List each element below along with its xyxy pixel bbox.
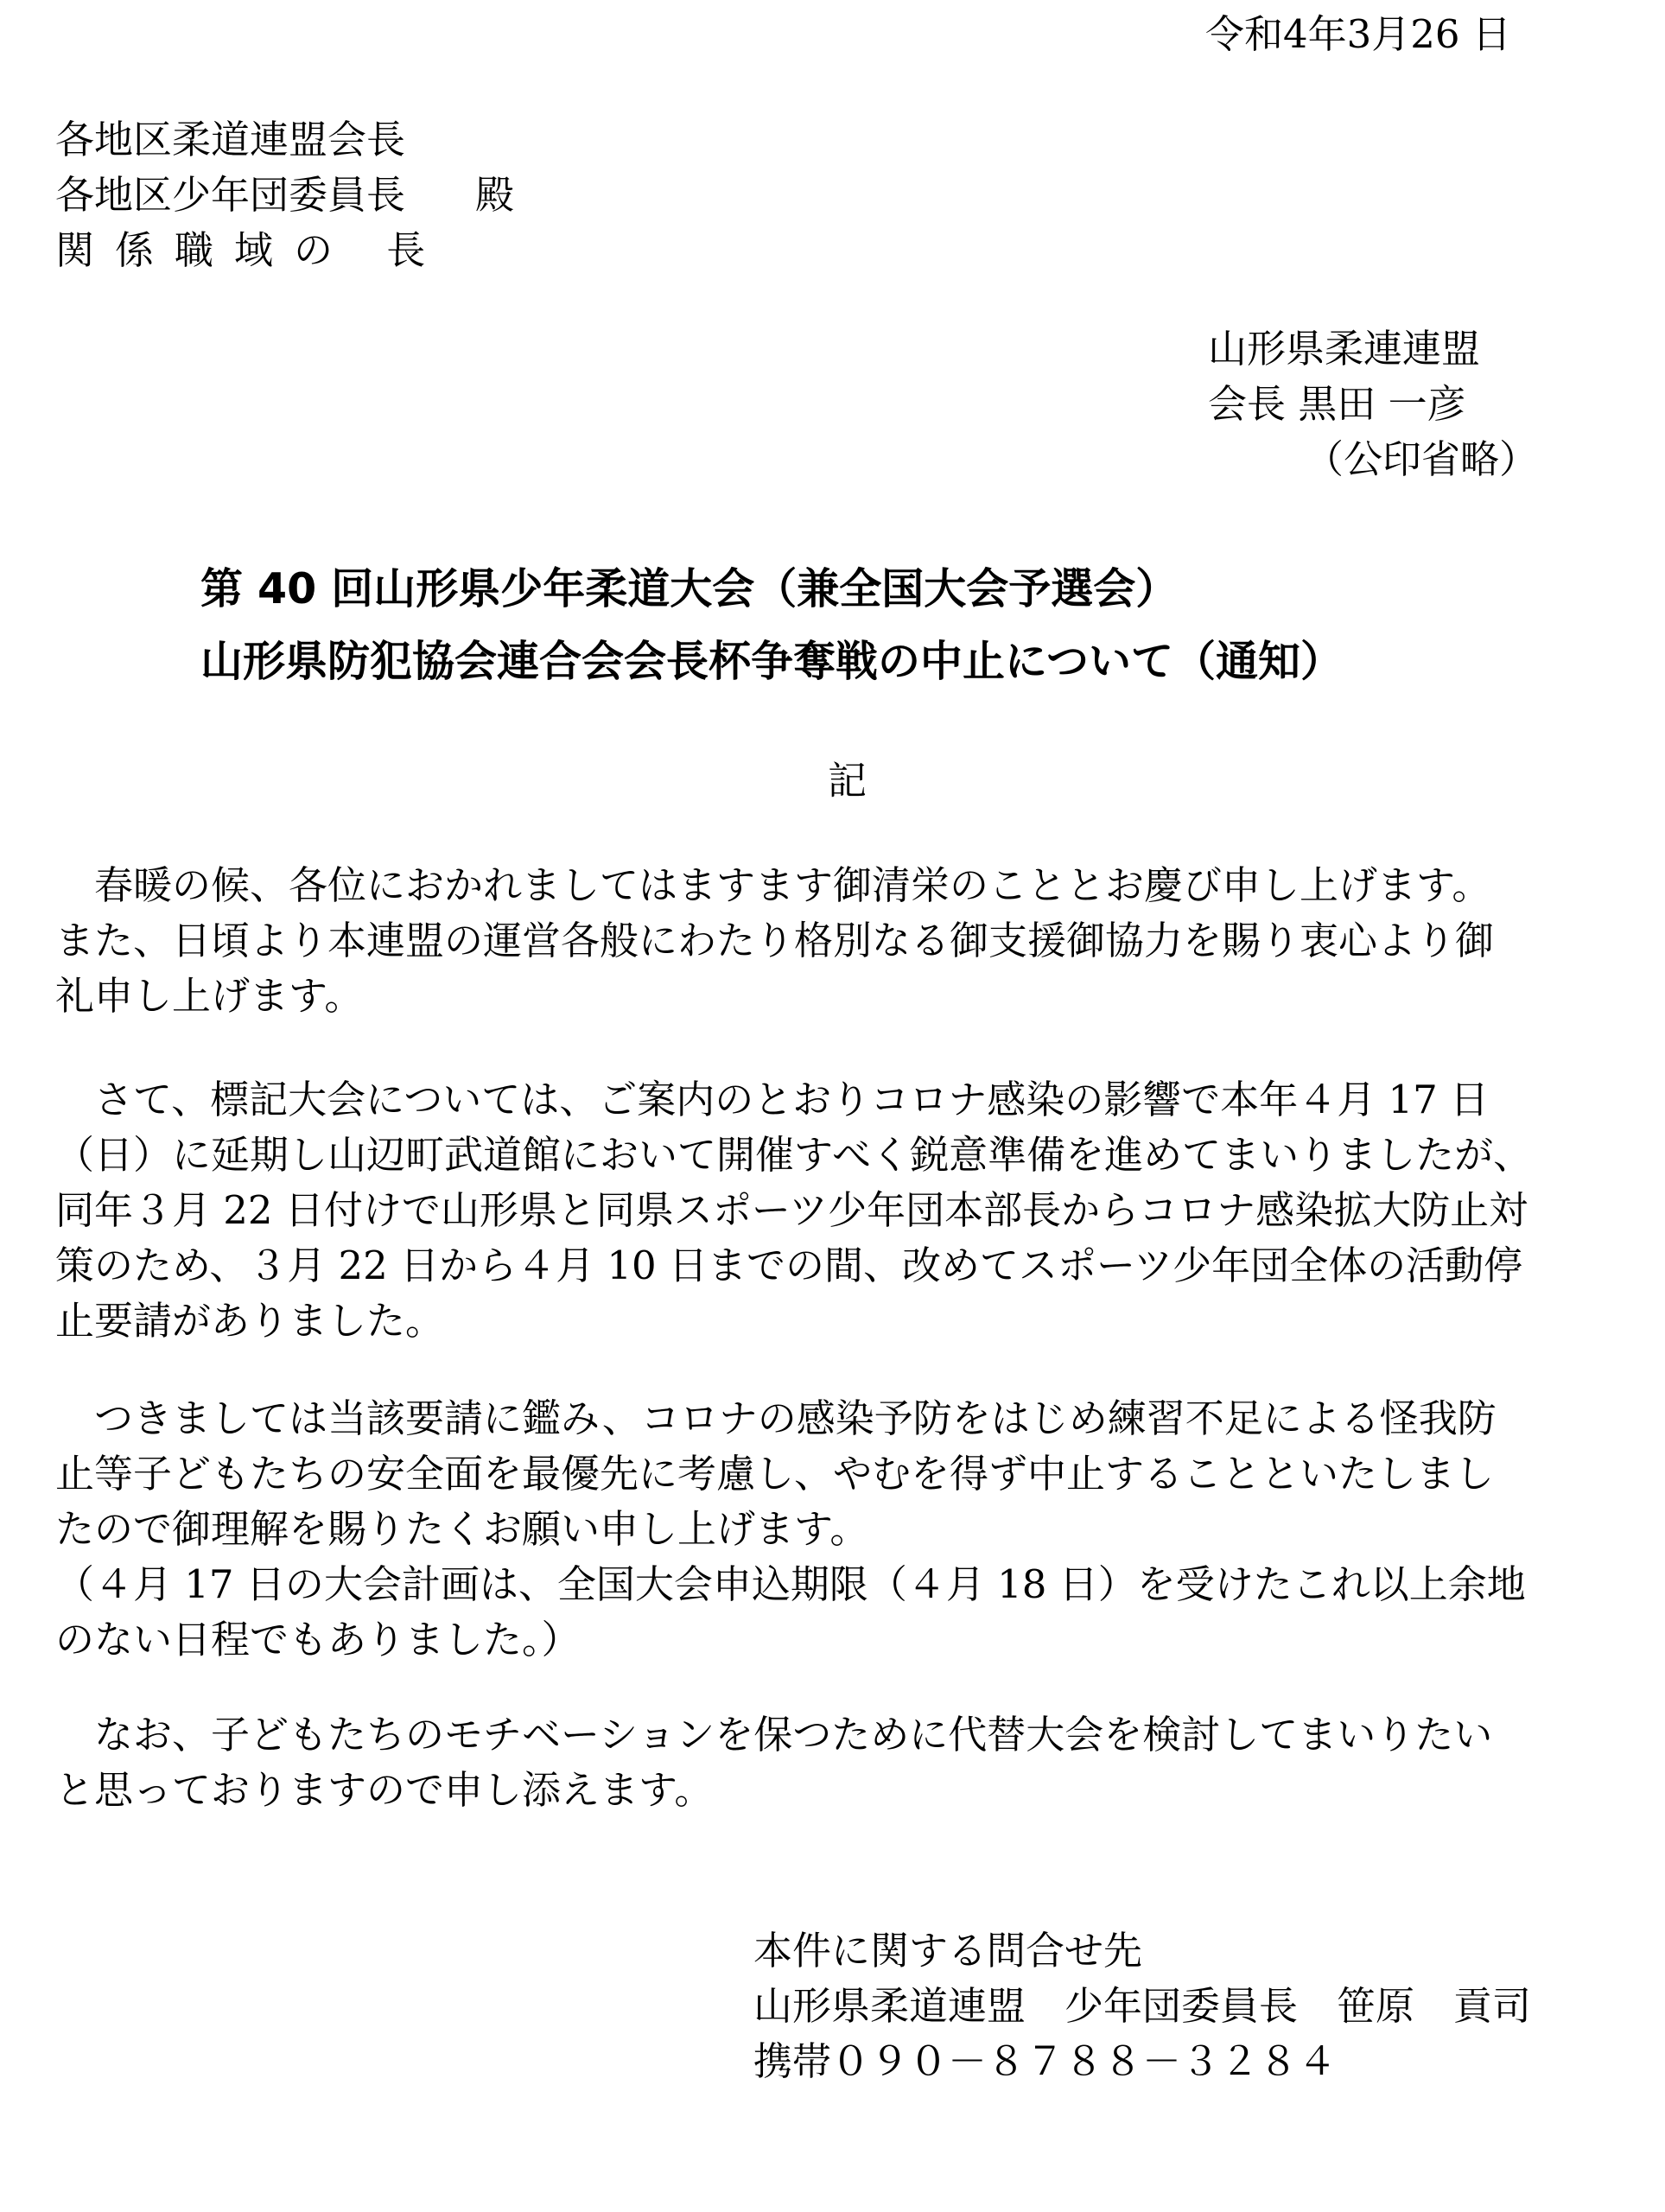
- contact-person: 山形県柔道連盟 少年団委員長 笹原 貢司: [753, 1983, 1532, 2029]
- paragraph-line: 同年３月 22 日付けで山形県と同県スポーツ少年団本部長からコロナ感染拡大防止対: [55, 1187, 1528, 1233]
- contact-phone: 携帯０９０－８７８８－３２８４: [753, 2038, 1338, 2084]
- sender-block: [1208, 321, 1538, 487]
- paragraph-line: （日）に延期し山辺町武道館において開催すべく鋭意準備を進めてまいりましたが、: [55, 1132, 1533, 1178]
- recipient-line: 各地区少年団委員長: [55, 172, 406, 218]
- recipient-honorific: 殿: [475, 172, 515, 218]
- contact-block: [753, 1923, 1531, 2089]
- seal-note: （公印省略）: [1305, 436, 1539, 482]
- paragraph-line: また、日頃より本連盟の運営各般にわたり格別なる御支援御協力を賜り衷心より御: [55, 918, 1495, 963]
- title-line-2: 山形県防犯協会連合会会長杯争奪戦の中止について（通知）: [200, 637, 1344, 686]
- body-paragraph-cancellation: [55, 1391, 1593, 1668]
- body-paragraph-greeting: [55, 858, 1593, 1024]
- paragraph-line: 止要請がありました。: [55, 1298, 445, 1344]
- ki-heading: 記: [828, 758, 867, 804]
- sender-organization: 山形県柔連連盟: [1208, 326, 1481, 372]
- paragraph-line: と思っておりますので申し添えます。: [55, 1767, 714, 1813]
- recipient-line: 各地区柔道連盟会長: [55, 117, 406, 162]
- paragraph-line: 礼申し上げます。: [55, 973, 364, 1019]
- paragraph-line: さて、標記大会については、ご案内のとおりコロナ感染の影響で本年４月 17 日: [55, 1077, 1490, 1122]
- paragraph-line: なお、子どもたちのモチベーションを保つために代替大会を検討してまいりたい: [55, 1712, 1493, 1758]
- paragraph-line: たので御理解を賜りたくお願い申し上げます。: [55, 1506, 869, 1552]
- paragraph-line: 策のため、３月 22 日から４月 10 日までの間、改めてスポーツ少年団全体の活動停: [55, 1243, 1523, 1288]
- sender-president: 会長 黒田 一彦: [1208, 381, 1466, 427]
- contact-heading: 本件に関する問合せ先: [753, 1928, 1143, 1974]
- paragraph-line: 春暖の候、各位におかれましてはますます御清栄のこととお慶び申し上げます。: [55, 862, 1491, 908]
- recipients-block: [55, 112, 446, 278]
- paragraph-line: つきましては当該要請に鑑み、コロナの感染予防をはじめ練習不足による怪我防: [55, 1395, 1497, 1441]
- recipient-line: 関係職域の 長: [55, 227, 447, 273]
- paragraph-line: 止等子どもたちの安全面を最優先に考慮し、やむを得ず中止することといたしまし: [55, 1451, 1495, 1497]
- body-paragraph-closing: [55, 1707, 1593, 1818]
- paragraph-line: のない日程でもありました。）: [55, 1617, 581, 1662]
- title-line-1: 第 40 回山形県少年柔道大会（兼全国大会予選会）: [200, 564, 1179, 613]
- document-title: [200, 553, 1343, 698]
- body-paragraph-background: [55, 1072, 1593, 1349]
- paragraph-line: （４月 17 日の大会計画は、全国大会申込期限（４月 18 日）を受けたこれ以上余地: [55, 1561, 1526, 1607]
- document-date: 令和4年3月26 日: [1205, 11, 1511, 57]
